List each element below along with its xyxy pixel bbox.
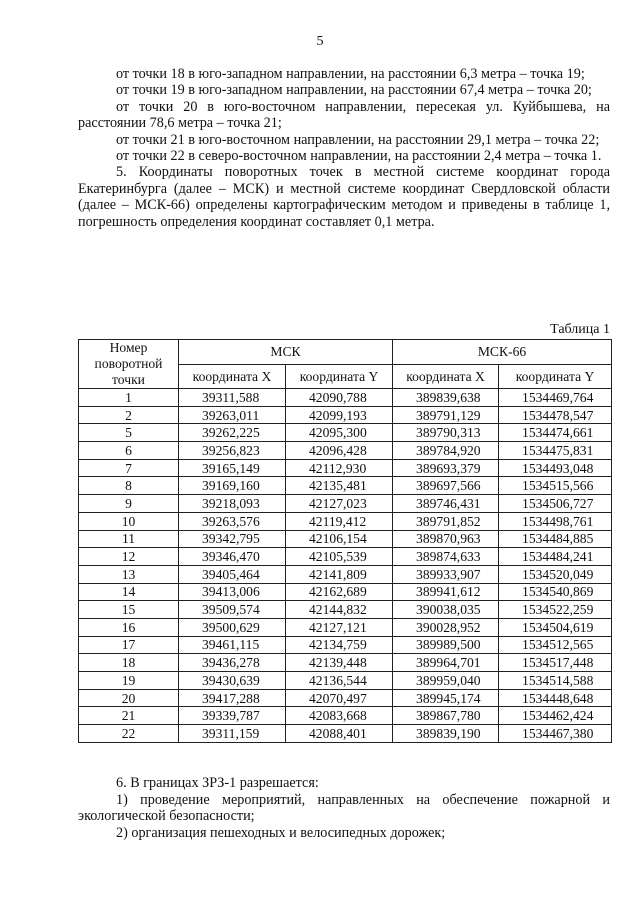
cell-msk-y: 42134,759 [286,636,393,654]
cell-msk-x: 39417,288 [179,689,286,707]
cell-msk66-x: 389790,313 [393,424,499,442]
cell-msk-x: 39256,823 [179,442,286,460]
paragraph: 1) проведение мероприятий, направленных на обеспечение пожарной и экологической безопасности; [78,791,610,825]
cell-point-number: 15 [79,601,179,619]
table-row [79,530,612,548]
cell-msk66-x: 389697,566 [393,477,499,495]
cell-msk66-y: 1534467,380 [499,725,612,743]
header-msk66-y: координата Y [499,364,612,389]
table-caption: Таблица 1 [550,322,610,337]
header-point-number: Номер поворотной точки [79,340,179,389]
cell-point-number: 8 [79,477,179,495]
cell-msk66-x: 390038,035 [393,601,499,619]
table-row [79,442,612,460]
table-row [79,636,612,654]
cell-msk-x: 39263,011 [179,406,286,424]
table-row [79,477,612,495]
paragraph: от точки 18 в юго-западном направлении, на расстоянии 6,3 метра – точка 19; [116,66,585,82]
cell-point-number: 21 [79,707,179,725]
cell-point-number: 17 [79,636,179,654]
cell-point-number: 14 [79,583,179,601]
cell-msk66-x: 389874,633 [393,548,499,566]
cell-point-number: 5 [79,424,179,442]
cell-msk66-x: 389784,920 [393,442,499,460]
cell-msk66-x: 389693,379 [393,459,499,477]
cell-msk66-x: 389964,701 [393,654,499,672]
table-row [79,406,612,424]
paragraph: 2) организация пешеходных и велосипедных дорожек; [116,824,446,841]
cell-point-number: 18 [79,654,179,672]
cell-msk66-y: 1534448,648 [499,689,612,707]
footer-text [78,775,610,841]
cell-point-number: 19 [79,672,179,690]
cell-msk-y: 42106,154 [286,530,393,548]
cell-msk66-x: 389959,040 [393,672,499,690]
cell-msk66-y: 1534504,619 [499,618,612,636]
cell-point-number: 9 [79,495,179,513]
table-row [79,565,612,583]
cell-msk-y: 42139,448 [286,654,393,672]
paragraph: от точки 19 в юго-западном направлении, на расстоянии 67,4 метра – точка 20; [116,82,592,99]
cell-msk66-x: 389867,780 [393,707,499,725]
cell-msk66-y: 1534478,547 [499,406,612,424]
cell-msk66-y: 1534506,727 [499,495,612,513]
cell-msk66-x: 389933,907 [393,565,499,583]
cell-msk-y: 42088,401 [286,725,393,743]
cell-msk66-y: 1534469,764 [499,389,612,407]
paragraph: от точки 20 в юго-восточном направлении, пересекая ул. Куйбышева, на расстоянии 78,6 метра – точка 21; [78,98,610,132]
cell-msk66-x: 389870,963 [393,530,499,548]
cell-msk66-y: 1534484,241 [499,548,612,566]
cell-msk-x: 39509,574 [179,601,286,619]
cell-msk66-y: 1534498,761 [499,512,612,530]
cell-msk66-x: 389945,174 [393,689,499,707]
table-row [79,459,612,477]
cell-msk-x: 39342,795 [179,530,286,548]
table-row [79,495,612,513]
table-row [79,424,612,442]
table-row [79,707,612,725]
cell-msk-x: 39461,115 [179,636,286,654]
paragraph: от точки 22 в северо-восточном направлении, на расстоянии 2,4 метра – точка 1. [116,148,602,165]
cell-msk66-x: 389746,431 [393,495,499,513]
table-body [79,389,612,743]
cell-msk-x: 39405,464 [179,565,286,583]
cell-point-number: 16 [79,618,179,636]
cell-msk-x: 39500,629 [179,618,286,636]
cell-msk-x: 39339,787 [179,707,286,725]
cell-msk-y: 42127,023 [286,495,393,513]
cell-msk-y: 42099,193 [286,406,393,424]
cell-msk66-x: 389989,500 [393,636,499,654]
cell-msk-y: 42136,544 [286,672,393,690]
table-row [79,689,612,707]
table-row [79,654,612,672]
paragraph: 6. В границах ЗРЗ-1 разрешается: [116,775,319,791]
cell-msk66-x: 389791,852 [393,512,499,530]
cell-msk66-y: 1534514,588 [499,672,612,690]
cell-msk-x: 39165,149 [179,459,286,477]
cell-msk-y: 42105,539 [286,548,393,566]
cell-msk-x: 39311,588 [179,389,286,407]
cell-msk66-y: 1534474,661 [499,424,612,442]
header-msk-x: координата X [179,364,286,389]
cell-point-number: 11 [79,530,179,548]
cell-msk66-x: 389791,129 [393,406,499,424]
cell-point-number: 12 [79,548,179,566]
cell-msk66-y: 1534522,259 [499,601,612,619]
cell-msk66-y: 1534520,049 [499,565,612,583]
cell-msk-y: 42070,497 [286,689,393,707]
table-row [79,618,612,636]
cell-msk-y: 42162,689 [286,583,393,601]
header-msk66: МСК-66 [393,340,612,365]
cell-msk-x: 39436,278 [179,654,286,672]
cell-msk-y: 42119,412 [286,512,393,530]
table-row [79,725,612,743]
cell-msk-y: 42083,668 [286,707,393,725]
cell-point-number: 20 [79,689,179,707]
header-msk: МСК [179,340,393,365]
cell-point-number: 22 [79,725,179,743]
page-number: 5 [316,34,324,49]
cell-msk66-y: 1534493,048 [499,459,612,477]
paragraph: 5. Координаты поворотных точек в местной системе координат города Екатеринбурга (далее – МСК) и местной системе координат Свердловской области (далее – МСК-66) определены картографическим методом и приведены в таблице 1, погрешность определения координат составляет 0,1 метра. [78,164,610,230]
cell-msk-y: 42127,121 [286,618,393,636]
coordinates-table [78,339,612,743]
table-row [79,583,612,601]
table-row [79,512,612,530]
cell-msk-y: 42112,930 [286,459,393,477]
cell-msk-x: 39262,225 [179,424,286,442]
cell-msk-x: 39346,470 [179,548,286,566]
cell-msk66-y: 1534484,885 [499,530,612,548]
cell-msk-x: 39169,160 [179,477,286,495]
cell-msk-x: 39413,006 [179,583,286,601]
intro-text [78,66,610,230]
cell-point-number: 1 [79,389,179,407]
cell-msk66-x: 390028,952 [393,618,499,636]
paragraph: от точки 21 в юго-восточном направлении, на расстоянии 29,1 метра – точка 22; [116,131,600,148]
cell-msk-y: 42095,300 [286,424,393,442]
cell-point-number: 2 [79,406,179,424]
cell-msk-y: 42141,809 [286,565,393,583]
cell-point-number: 7 [79,459,179,477]
table-row [79,601,612,619]
table-row [79,548,612,566]
cell-msk-x: 39430,639 [179,672,286,690]
cell-msk66-x: 389839,190 [393,725,499,743]
cell-point-number: 6 [79,442,179,460]
table-row [79,672,612,690]
table-row [79,389,612,407]
cell-msk-y: 42090,788 [286,389,393,407]
cell-point-number: 13 [79,565,179,583]
cell-msk-x: 39311,159 [179,725,286,743]
cell-msk66-y: 1534517,448 [499,654,612,672]
cell-point-number: 10 [79,512,179,530]
cell-msk-y: 42144,832 [286,601,393,619]
cell-msk66-y: 1534540,869 [499,583,612,601]
cell-msk66-y: 1534462,424 [499,707,612,725]
header-msk66-x: координата X [393,364,499,389]
cell-msk-y: 42096,428 [286,442,393,460]
cell-msk66-y: 1534475,831 [499,442,612,460]
cell-msk-y: 42135,481 [286,477,393,495]
cell-msk-x: 39218,093 [179,495,286,513]
cell-msk66-y: 1534515,566 [499,477,612,495]
cell-msk66-y: 1534512,565 [499,636,612,654]
cell-msk66-x: 389839,638 [393,389,499,407]
cell-msk66-x: 389941,612 [393,583,499,601]
cell-msk-x: 39263,576 [179,512,286,530]
header-msk-y: координата Y [286,364,393,389]
